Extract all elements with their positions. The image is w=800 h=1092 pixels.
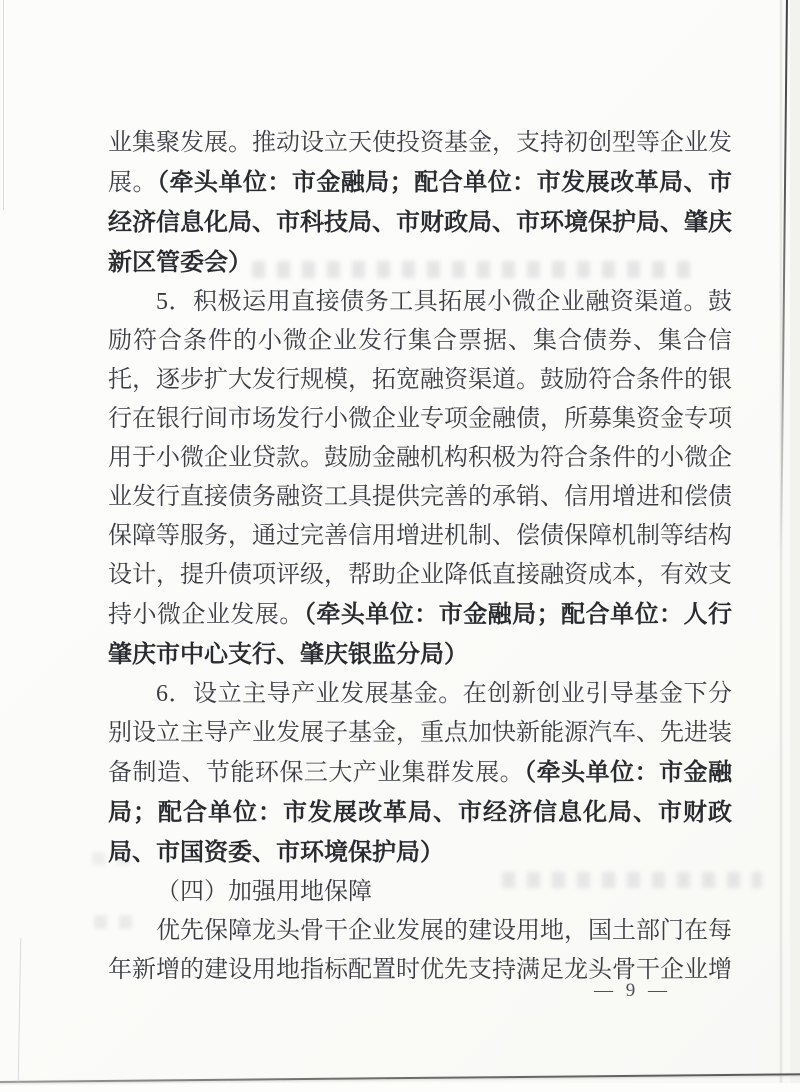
- document-body: [108, 124, 732, 990]
- page-number: — 9 —: [594, 980, 671, 1001]
- scan-edge-bottom-line: [0, 1073, 800, 1083]
- paper-fold-line: [18, 938, 22, 1082]
- scan-margin-right: [790, 0, 800, 1092]
- body-text: 业集聚发展。推动设立天使投资基金，支持初创型等企业发展。: [108, 130, 732, 196]
- paragraph-item-5: [108, 283, 732, 675]
- scan-margin-bottom: [0, 1083, 800, 1092]
- paragraph-body: 优先保障龙头骨干企业发展的建设用地，国土部门在每年新增的建设用地指标配置时优先支持满足龙头骨干企业增: [108, 918, 732, 983]
- unit-annotation: （牵头单位：市金融局；配合单位：市发展改革局、市经济信息化局、市财政局、市国资委、市环境保护局）: [108, 759, 733, 866]
- paragraph-continued: [108, 124, 732, 283]
- unit-annotation: （牵头单位：市金融局；配合单位：人行肇庆市中心支行、肇庆银监分局）: [108, 601, 733, 668]
- paragraph-item-6: [108, 675, 732, 873]
- unit-annotation: （牵头单位：市金融局；配合单位：市发展改革局、市经济信息化局、市科技局、市财政局、市环境保护局、肇庆新区管委会）: [108, 169, 733, 276]
- section-heading: （四）加强用地保障: [156, 879, 372, 905]
- body-text: 5．积极运用直接债务工具拓展小微企业融资渠道。鼓励符合条件的小微企业发行集合票据、集合债券、集合信托，逐步扩大发行规模，拓宽融资渠道。鼓励符合条件的银行在银行间市场发行小微企业专项金融债，所募集资金专项用于小微企业贷款。鼓励金融机构积极为符合条件的小微企业发行直接债务融资工具提供完善的承销、信用增进和偿债保障等服务，通过完善信用增进机制、偿债保障机制等结构设计，提升债项评级，帮助企业降低直接融资成本，有效支持小微企业发展。: [108, 289, 732, 628]
- scan-edge-left-line: [3, 0, 4, 210]
- body-text: 6．设立主导产业发展基金。在创新创业引导基金下分别设立主导产业发展子基金，重点加快新能源汽车、先进装备制造、节能环保三大产业集群发展。: [108, 681, 732, 786]
